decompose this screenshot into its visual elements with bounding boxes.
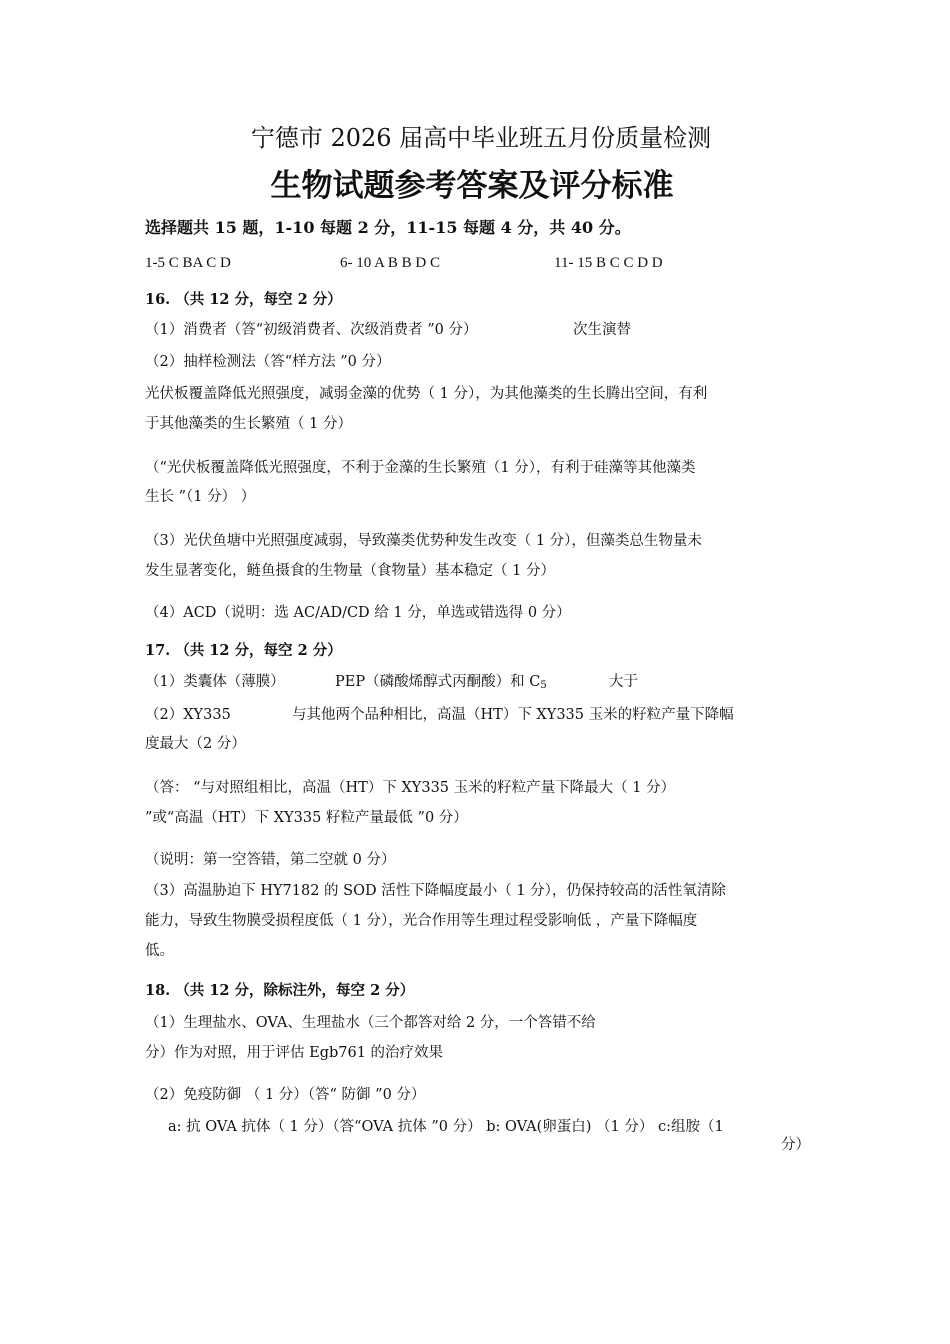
q16-answer-1a: （1）消费者（答“初级消费者、次级消费者 ”0 分） xyxy=(145,322,478,338)
q16-answer-2: （2）抽样检测法（答“样方法 ”0 分） xyxy=(145,354,391,370)
q17-answer-1a: （1）类囊体（薄膜） xyxy=(145,674,285,690)
document-title: 宁德市 2026 届高中毕业班五月份质量检测 xyxy=(250,124,712,152)
q16-heading: 16. （共 12 分，每空 2 分） xyxy=(145,291,342,308)
q16-answer-1b: 次生演替 xyxy=(573,322,631,338)
q16-answer-3-line1: （3）光伏鱼塘中光照强度减弱，导致藻类优势种发生改变（ 1 分），但藻类总生物量未 xyxy=(145,533,702,549)
q17-answer-3-line3: 低。 xyxy=(145,943,174,959)
q18-heading: 18. （共 12 分，除标注外，每空 2 分） xyxy=(145,982,415,999)
q18-answer-1-line2: 分）作为对照，用于评估 Egb761 的治疗效果 xyxy=(145,1045,444,1061)
q17-heading: 17. （共 12 分，每空 2 分） xyxy=(145,642,342,659)
q16-alt-line2: 生长 ”（1 分） ） xyxy=(145,489,256,505)
q17-answer-2a: （2）XY335 xyxy=(145,707,231,723)
q17-alt-line2: ”或“高温（HT）下 XY335 籽粒产量最低 ”0 分） xyxy=(145,810,468,826)
choice-answers-6-10: 6- 10 A B B D C xyxy=(340,255,441,271)
q18-answer-abc: a: 抗 OVA 抗体（ 1 分）（答“OVA 抗体 ”0 分） b: OVA(卵蛋白) （1 分） c:组胺（1 xyxy=(168,1119,724,1135)
q18-answer-2: （2）免疫防御 （ 1 分）（答“ 防御 ”0 分） xyxy=(145,1087,426,1103)
q17-answer-2b-cont: 度最大（2 分） xyxy=(145,736,246,752)
q16-answer-4: （4）ACD（说明：选 AC/AD/CD 给 1 分，单选或错选得 0 分） xyxy=(145,605,571,621)
q18-answer-abc-cont: 分） xyxy=(781,1137,810,1153)
choice-answers-11-15: 11- 15 B C C D D xyxy=(554,255,663,271)
document-subtitle: 生物试题参考答案及评分标准 xyxy=(270,168,674,204)
q17-answer-1b: PEP（磷酸烯醇式丙酮酸）和 $C_5$ xyxy=(335,674,547,691)
q16-explanation-line2: 于其他藻类的生长繁殖（ 1 分） xyxy=(145,416,352,432)
choice-answers-1-5: 1-5 C BA C D xyxy=(145,255,231,271)
choice-intro: 选择题共 15 题，1-10 每题 2 分，11-15 每题 4 分，共 40 分。 xyxy=(145,218,631,237)
q16-explanation-line1: 光伏板覆盖降低光照强度，减弱金藻的优势（ 1 分），为其他藻类的生长腾出空间，有利 xyxy=(145,386,708,402)
q17-alt-line1: （答： “与对照组相比，高温（HT）下 XY335 玉米的籽粒产量下降最大（ 1 分） xyxy=(145,780,676,796)
q16-alt-line1: （“光伏板覆盖降低光照强度，不利于金藻的生长繁殖（1 分），有利于硅藻等其他藻类 xyxy=(145,460,696,476)
q18-answer-1-line1: （1）生理盐水、OVA、生理盐水（三个都答对给 2 分，一个答错不给 xyxy=(145,1015,596,1031)
q17-answer-1c: 大于 xyxy=(609,674,638,690)
q17-answer-3-line2: 能力，导致生物膜受损程度低（ 1 分），光合作用等生理过程受影响低 ，产量下降幅度 xyxy=(145,913,698,929)
q16-answer-3-line2: 发生显著变化，鲢鱼摄食的生物量（食物量）基本稳定（ 1 分） xyxy=(145,563,555,579)
q17-note: （说明：第一空答错，第二空就 0 分） xyxy=(145,852,396,868)
q17-answer-2b: 与其他两个品种相比，高温（HT）下 XY335 玉米的籽粒产量下降幅 xyxy=(292,707,734,723)
q17-answer-3-line1: （3）高温胁迫下 HY7182 的 SOD 活性下降幅度最小（ 1 分），仍保持较高的活性氧清除 xyxy=(145,883,726,899)
